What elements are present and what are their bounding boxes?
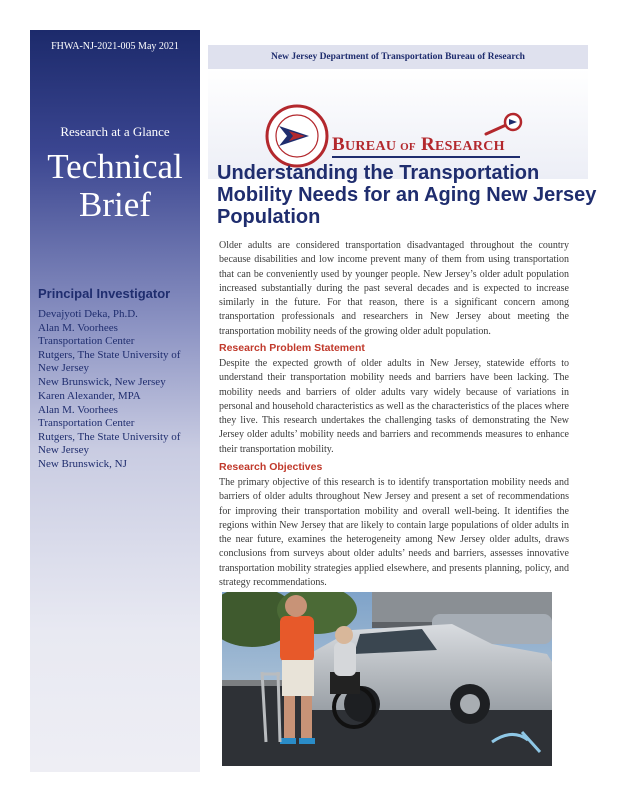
wordmark-underline <box>332 156 520 158</box>
wordmark-text: ESEARCH <box>435 139 505 154</box>
problem-paragraph: Despite the expected growth of older adults in New Jersey, statewide efforts to understand their transportation mobility needs and barriers have been lacking. The mobility needs and barriers of older adults vary widely because of variations in personal and household characteristics as well as the characteristics of the places where they live. This research undertakes the challenging tasks of demonstrating the New Jersey older adults’ mobility needs and barriers and recommends measures to enhance their transportation mobility. <box>219 358 569 455</box>
investigator-line: Rutgers, The State University of <box>38 430 181 443</box>
objectives-paragraph: The primary objective of this research is to identify transportation mobility needs and barriers of older adults throughout New Jersey and present a set of recommendations for improving their transportation mobility and overall well-being. It identifies the regions within New Jersey that are likely to contain large populations of older adults in the near future, examines the heterogeneity among New Jersey older adults, draws conclusions from surveys about older adults’ needs and barriers, assesses innovative transportation mobility strategies applied elsewhere, and presents planning, policy, and strategy recommendations. <box>219 477 569 589</box>
investigator-line: Rutgers, The State University of <box>38 348 181 361</box>
sidebar <box>30 30 200 772</box>
wordmark-text: B <box>332 134 345 155</box>
investigator-line: New Brunswick, New Jersey <box>38 375 166 388</box>
wordmark-text: R <box>415 134 436 155</box>
magnifying-glass-icon <box>484 112 524 138</box>
investigator-line: Transportation Center <box>38 417 135 430</box>
investigator-line: New Jersey <box>38 444 90 457</box>
investigator-line: Alan M. Voorhees <box>38 403 118 416</box>
wordmark-text: OF <box>400 141 416 153</box>
investigator-line: New Brunswick, NJ <box>38 457 127 470</box>
department-header: New Jersey Department of Transportation Bureau of Research <box>208 45 588 69</box>
objectives-heading: Research Objectives <box>219 461 323 473</box>
investigator-line: Alan M. Voorhees <box>38 321 118 334</box>
investigator-2 <box>38 390 196 472</box>
pi-heading: Principal Investigator <box>38 286 171 301</box>
investigator-line: Transportation Center <box>38 335 135 348</box>
parking-lot-photo <box>222 592 552 766</box>
intro-paragraph: Older adults are considered transportation disadvantaged throughout the country because disabilities and low income prevent many of them from using transportation that can be conveniently used by younger people. New Jersey’s older adult population increased substantially during the past several decades and is expected to increase similarly in the future. For that reason, there is a significant concern among transportation professionals and researchers in New Jersey about meeting the transportation mobility needs of the growing older adult population. <box>219 240 569 337</box>
wordmark-text: UREAU <box>344 139 401 154</box>
series-label: Research at a Glance <box>60 124 170 139</box>
problem-heading: Research Problem Statement <box>219 342 365 354</box>
brief-title-line1: Technical <box>47 147 183 186</box>
investigator-name: Devajyoti Deka, Ph.D. <box>38 308 138 320</box>
brief-title-line2: Brief <box>79 185 151 224</box>
investigator-1 <box>38 308 196 390</box>
brief-title <box>30 148 200 224</box>
investigator-line: New Jersey <box>38 362 90 375</box>
njdot-seal-logo <box>265 104 329 168</box>
investigator-name: Karen Alexander, MPA <box>38 390 141 402</box>
page-title: Understanding the Transportation Mobility Needs for an Aging New Jersey Population <box>217 162 597 228</box>
bureau-of-research-wordmark <box>332 134 505 156</box>
report-code: FHWA-NJ-2021-005 May 2021 <box>51 41 179 52</box>
